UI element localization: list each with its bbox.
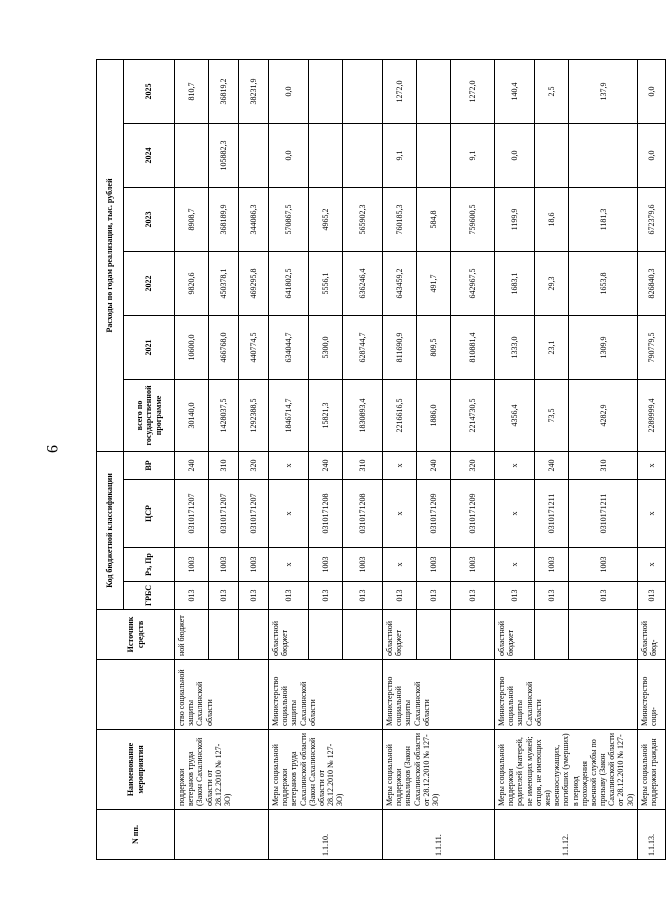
header-2023: 2023 [124, 187, 175, 251]
cell-2024: 0,0 [269, 123, 309, 187]
cell-rzpr: 1003 [451, 548, 495, 582]
header-2024: 2024 [124, 123, 175, 187]
cell-2024 [535, 123, 569, 187]
cell-2022: 29,3 [535, 251, 569, 315]
cell-2021: 1309,9 [569, 315, 637, 379]
cell-2025 [309, 59, 343, 123]
cell-2023: 584,8 [417, 187, 451, 251]
cell-2021: 790779,5 [637, 315, 665, 379]
header-2025: 2025 [124, 59, 175, 123]
cell-source [309, 610, 343, 660]
cell-number: 1.1.12. [495, 810, 638, 860]
cell-csr: х [637, 480, 665, 548]
cell-total: 2289999,4 [637, 379, 665, 451]
cell-2022: 636246,4 [343, 251, 383, 315]
cell-total: 2216616,5 [383, 379, 417, 451]
cell-vr: 240 [309, 451, 343, 479]
header-kbk-group: Код бюджетной классификации [97, 451, 124, 609]
cell-2025: 2,5 [535, 59, 569, 123]
cell-source [417, 610, 451, 660]
cell-2024 [343, 123, 383, 187]
cell-rzpr: 1003 [175, 548, 209, 582]
cell-2024 [175, 123, 209, 187]
cell-2022: 491,7 [417, 251, 451, 315]
cell-2022: 469295,8 [239, 251, 269, 315]
cell-2024 [239, 123, 269, 187]
cell-source: областной бюд- [637, 610, 665, 660]
cell-total: 1886,0 [417, 379, 451, 451]
cell-2022: 1683,1 [495, 251, 535, 315]
cell-2023: 4965,2 [309, 187, 343, 251]
cell-executor: Министерство социальной защиты Сахалинской области [269, 660, 383, 730]
cell-total: 15821,3 [309, 379, 343, 451]
cell-2021: 1333,0 [495, 315, 535, 379]
cell-vr: 320 [451, 451, 495, 479]
cell-name: поддержки ветеранов труда (Закон Сахалинской области от 28.12.2010 № 127-ЗО) [175, 730, 269, 810]
cell-vr: х [383, 451, 417, 479]
cell-grbs: 013 [239, 582, 269, 610]
table-row [383, 59, 417, 859]
table-body [175, 59, 666, 859]
cell-number [175, 810, 269, 860]
cell-2023: 18,6 [535, 187, 569, 251]
cell-total: 4282,9 [569, 379, 637, 451]
cell-2022: 9820,6 [175, 251, 209, 315]
cell-vr: 310 [569, 451, 637, 479]
table-header [97, 59, 175, 859]
cell-2021: 10600,0 [175, 315, 209, 379]
cell-csr: х [269, 480, 309, 548]
table-row [269, 59, 309, 859]
cell-total: 1830893,4 [343, 379, 383, 451]
cell-2023: 672379,6 [637, 187, 665, 251]
cell-source: ной бюджет [175, 610, 209, 660]
cell-2021: 634044,7 [269, 315, 309, 379]
cell-total: 4356,4 [495, 379, 535, 451]
cell-2022: 1653,8 [569, 251, 637, 315]
cell-2022: 642967,5 [451, 251, 495, 315]
cell-source [209, 610, 239, 660]
cell-grbs: 013 [451, 582, 495, 610]
cell-csr: 0310171208 [309, 480, 343, 548]
cell-csr: 0310171207 [239, 480, 269, 548]
cell-grbs: 013 [209, 582, 239, 610]
cell-grbs: 013 [417, 582, 451, 610]
cell-csr: 0310171207 [175, 480, 209, 548]
cell-2023: 1199,9 [495, 187, 535, 251]
cell-vr: х [637, 451, 665, 479]
header-csr: ЦСР [124, 480, 175, 548]
cell-2022: 450378,1 [209, 251, 239, 315]
cell-total: 1292388,5 [239, 379, 269, 451]
cell-2025: 1272,0 [451, 59, 495, 123]
cell-2021: 440774,5 [239, 315, 269, 379]
cell-rzpr: 1003 [239, 548, 269, 582]
page-number: 9 [43, 445, 60, 453]
cell-rzpr: х [495, 548, 535, 582]
table-row [175, 59, 209, 859]
cell-name: Меры социальной поддержки родителей (матерей, не имеющих мужей; отцов, не имеющих жен) военнослужащих, погибших (умерших) в период прохождения военной службы по призыву (Закон Сахалинской области от 28.12.2010 № 127-ЗО) [495, 730, 638, 810]
cell-number: 1.1.10. [269, 810, 383, 860]
rotated-table-frame [96, 60, 658, 860]
cell-2025 [343, 59, 383, 123]
cell-2024: 9,1 [451, 123, 495, 187]
cell-2024: 0,0 [637, 123, 665, 187]
header-2021: 2021 [124, 315, 175, 379]
cell-csr: 0310171209 [417, 480, 451, 548]
cell-rzpr: х [637, 548, 665, 582]
cell-2022: 641802,5 [269, 251, 309, 315]
cell-2024 [569, 123, 637, 187]
cell-grbs: 013 [269, 582, 309, 610]
cell-csr: 0310171208 [343, 480, 383, 548]
cell-2021: 23,1 [535, 315, 569, 379]
cell-vr: 240 [175, 451, 209, 479]
cell-rzpr: х [269, 548, 309, 582]
header-expenses-group: Расходы по годам реализации, тыс. рублей [97, 59, 124, 451]
cell-grbs: 013 [535, 582, 569, 610]
cell-source: областной бюджет [269, 610, 309, 660]
cell-csr: х [383, 480, 417, 548]
cell-2024: 0,0 [495, 123, 535, 187]
cell-source: областной бюджет [495, 610, 535, 660]
cell-2025: 810,7 [175, 59, 209, 123]
cell-2024: 9,1 [383, 123, 417, 187]
cell-source [239, 610, 269, 660]
cell-grbs: 013 [637, 582, 665, 610]
cell-2025: 38231,9 [239, 59, 269, 123]
header-executor [97, 660, 175, 730]
cell-2025 [417, 59, 451, 123]
cell-total: 2214730,5 [451, 379, 495, 451]
cell-2021: 628744,7 [343, 315, 383, 379]
cell-2023: 570867,5 [269, 187, 309, 251]
cell-2023: 368189,9 [209, 187, 239, 251]
cell-rzpr: 1003 [343, 548, 383, 582]
cell-vr: 240 [417, 451, 451, 479]
cell-total: 30140,0 [175, 379, 209, 451]
cell-rzpr: 1003 [209, 548, 239, 582]
cell-rzpr: 1003 [309, 548, 343, 582]
header-total: всего по государственной программе [124, 379, 175, 451]
cell-rzpr: 1003 [569, 548, 637, 582]
budget-table [96, 59, 666, 860]
cell-source [343, 610, 383, 660]
cell-2023: 760185,3 [383, 187, 417, 251]
cell-2022: 5556,1 [309, 251, 343, 315]
cell-2021: 811690,9 [383, 315, 417, 379]
cell-2023: 759600,5 [451, 187, 495, 251]
cell-2021: 5300,0 [309, 315, 343, 379]
table-row [637, 59, 665, 859]
cell-name: Меры социальной поддержки граждан [637, 730, 665, 810]
cell-csr: х [495, 480, 535, 548]
cell-2025: 137,9 [569, 59, 637, 123]
cell-executor: Министерство социальной защиты Сахалинской области [383, 660, 495, 730]
cell-2025: 140,4 [495, 59, 535, 123]
cell-executor: ство социальной защиты Сахалинской области [175, 660, 269, 730]
cell-vr: 240 [535, 451, 569, 479]
cell-2021: 810881,4 [451, 315, 495, 379]
cell-2025: 0,0 [269, 59, 309, 123]
header-name: Наименование мероприятия [97, 730, 175, 810]
cell-2023: 565902,3 [343, 187, 383, 251]
cell-vr: 310 [209, 451, 239, 479]
cell-name: Меры социальной поддержки ветеранов труда Сахалинской области (Закон Сахалинской области от 28.12.2010 № 127-ЗО) [269, 730, 383, 810]
cell-vr: 310 [343, 451, 383, 479]
cell-number: 1.1.13. [637, 810, 665, 860]
cell-2023: 8908,7 [175, 187, 209, 251]
header-grbs: ГРБС [124, 582, 175, 610]
header-n: N пп. [97, 810, 175, 860]
cell-2023: 1181,3 [569, 187, 637, 251]
cell-executor: Министерство соци- [637, 660, 665, 730]
cell-rzpr: 1003 [535, 548, 569, 582]
cell-2024: 105882,3 [209, 123, 239, 187]
header-rzpr: Рз, Пр [124, 548, 175, 582]
cell-2021: 466768,0 [209, 315, 239, 379]
cell-2022: 643459,2 [383, 251, 417, 315]
cell-grbs: 013 [383, 582, 417, 610]
cell-2022: 826840,3 [637, 251, 665, 315]
cell-2025: 0,0 [637, 59, 665, 123]
cell-vr: х [495, 451, 535, 479]
cell-source [451, 610, 495, 660]
cell-csr: 0310171211 [535, 480, 569, 548]
cell-csr: 0310171209 [451, 480, 495, 548]
cell-name: Меры социальной поддержки инвалидов (Закон Сахалинской области от 28.12.2010 № 127-ЗО) [383, 730, 495, 810]
cell-rzpr: х [383, 548, 417, 582]
cell-source: областной бюджет [383, 610, 417, 660]
cell-2025: 1272,0 [383, 59, 417, 123]
cell-csr: 0310171207 [209, 480, 239, 548]
cell-rzpr: 1003 [417, 548, 451, 582]
cell-vr: 320 [239, 451, 269, 479]
cell-2025: 36819,2 [209, 59, 239, 123]
cell-grbs: 013 [569, 582, 637, 610]
cell-2021: 809,5 [417, 315, 451, 379]
cell-grbs: 013 [309, 582, 343, 610]
cell-csr: 0310171211 [569, 480, 637, 548]
cell-2023: 344086,3 [239, 187, 269, 251]
cell-source [535, 610, 569, 660]
cell-grbs: 013 [495, 582, 535, 610]
cell-2024 [417, 123, 451, 187]
cell-vr: х [269, 451, 309, 479]
cell-2024 [309, 123, 343, 187]
cell-grbs: 013 [175, 582, 209, 610]
header-vr: ВР [124, 451, 175, 479]
cell-source [569, 610, 637, 660]
header-source: Источник средств [97, 610, 175, 660]
table-row [495, 59, 535, 859]
cell-grbs: 013 [343, 582, 383, 610]
cell-number: 1.1.11. [383, 810, 495, 860]
cell-executor: Министерство социальной защиты Сахалинской области [495, 660, 638, 730]
cell-total: 1846714,7 [269, 379, 309, 451]
header-2022: 2022 [124, 251, 175, 315]
cell-total: 1428037,5 [209, 379, 239, 451]
cell-total: 73,5 [535, 379, 569, 451]
